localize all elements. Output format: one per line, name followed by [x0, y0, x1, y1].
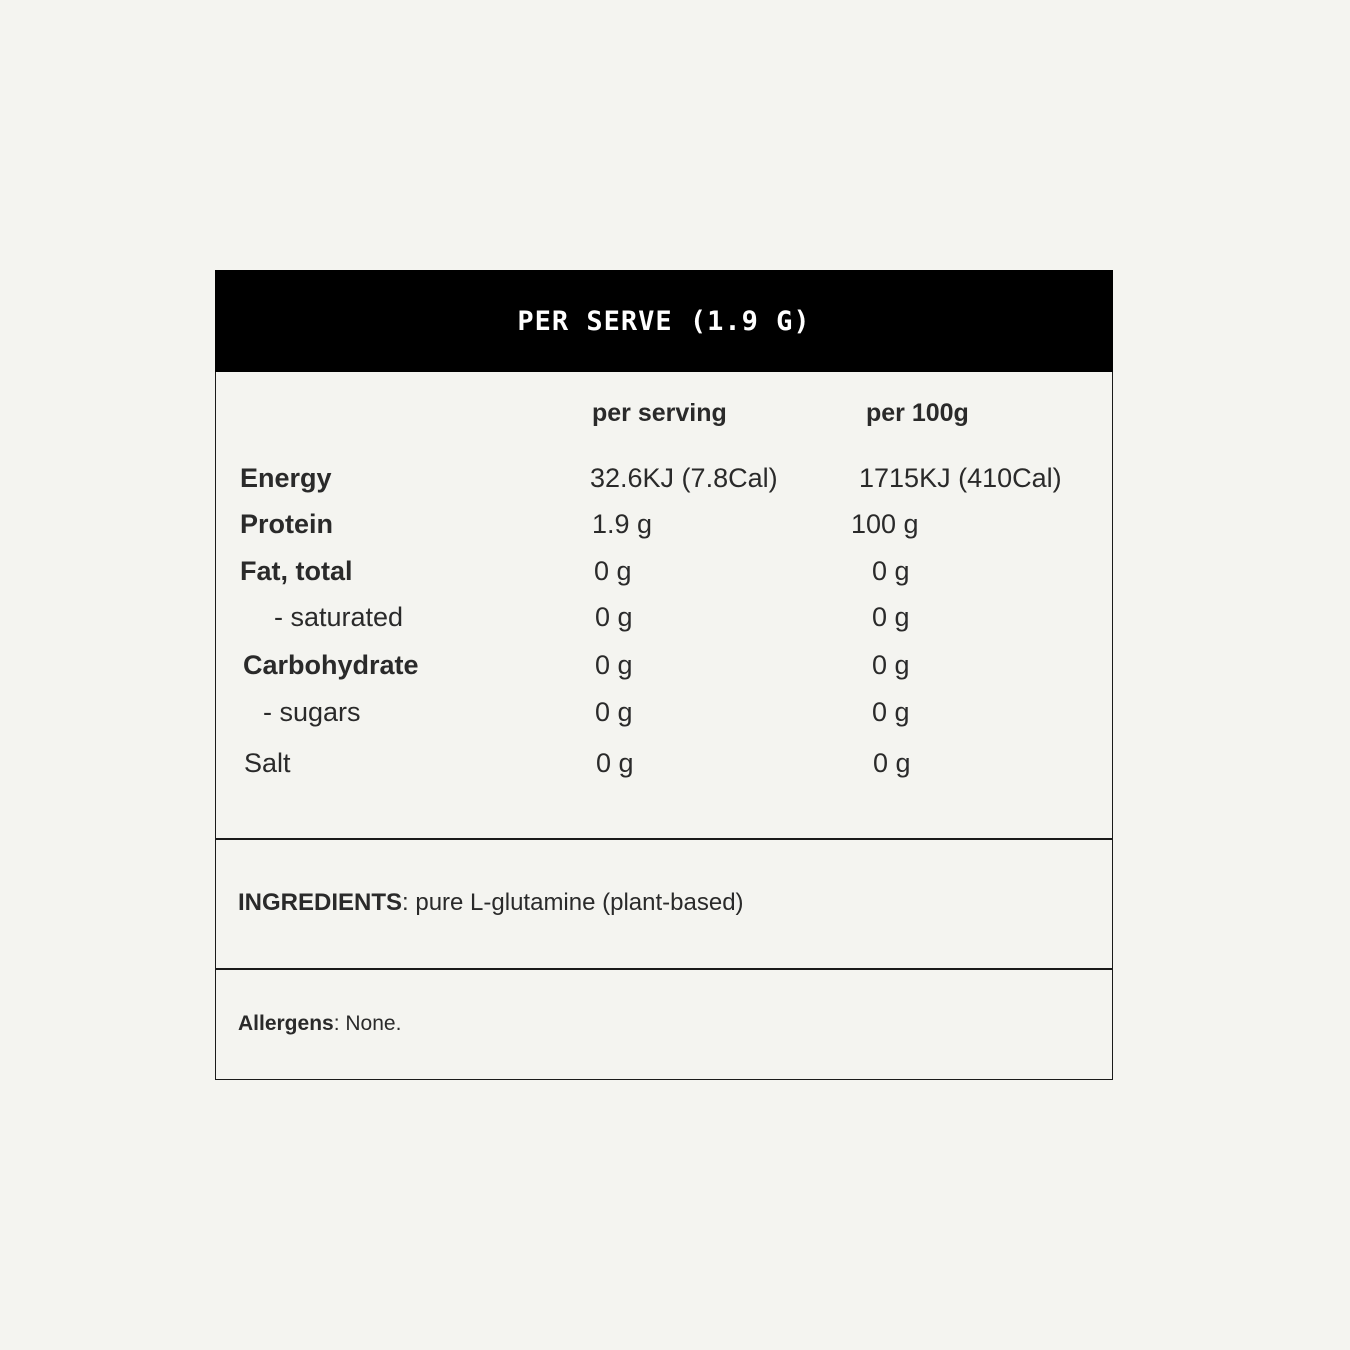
row-sugars-per-serving: 0 g [595, 697, 633, 727]
row-carbohydrate-per-serving: 0 g [595, 650, 633, 680]
ingredients-line [238, 889, 744, 917]
section-divider [216, 968, 1112, 970]
allergens-label: Allergens [238, 1012, 334, 1035]
row-label-protein: Protein [240, 509, 334, 539]
row-protein-per-100g: 100 g [851, 509, 919, 539]
row-label-energy: Energy [240, 463, 332, 493]
panel-header [215, 270, 1113, 372]
row-energy-per-serving: 32.6KJ (7.8Cal) [590, 463, 778, 493]
allergens-line [238, 1012, 401, 1036]
row-salt-per-serving: 0 g [596, 748, 634, 778]
row-label-saturated: - saturated [274, 602, 404, 632]
row-label-carbohydrate: Carbohydrate [243, 650, 419, 680]
row-fat-total-per-serving: 0 g [594, 556, 632, 586]
row-carbohydrate-per-100g: 0 g [872, 650, 910, 680]
row-label-fat-total: Fat, total [240, 556, 353, 586]
panel-title: PER SERVE (1.9 G) [517, 305, 811, 337]
row-saturated-per-serving: 0 g [595, 602, 633, 632]
section-divider [216, 838, 1112, 840]
row-protein-per-serving: 1.9 g [592, 509, 653, 539]
row-saturated-per-100g: 0 g [872, 602, 910, 632]
row-label-salt: Salt [244, 748, 291, 778]
row-energy-per-100g: 1715KJ (410Cal) [859, 463, 1062, 493]
nutrition-panel [215, 270, 1113, 1080]
allergens-text: : None. [333, 1012, 402, 1035]
row-fat-total-per-100g: 0 g [872, 556, 910, 586]
row-salt-per-100g: 0 g [873, 748, 911, 778]
column-header-per-serving: per serving [592, 399, 727, 427]
row-sugars-per-100g: 0 g [872, 697, 910, 727]
ingredients-label: INGREDIENTS [238, 889, 403, 916]
column-header-per-100g: per 100g [866, 399, 969, 427]
ingredients-text: : pure L-glutamine (plant-based) [402, 889, 744, 916]
row-label-sugars: - sugars [263, 697, 361, 727]
